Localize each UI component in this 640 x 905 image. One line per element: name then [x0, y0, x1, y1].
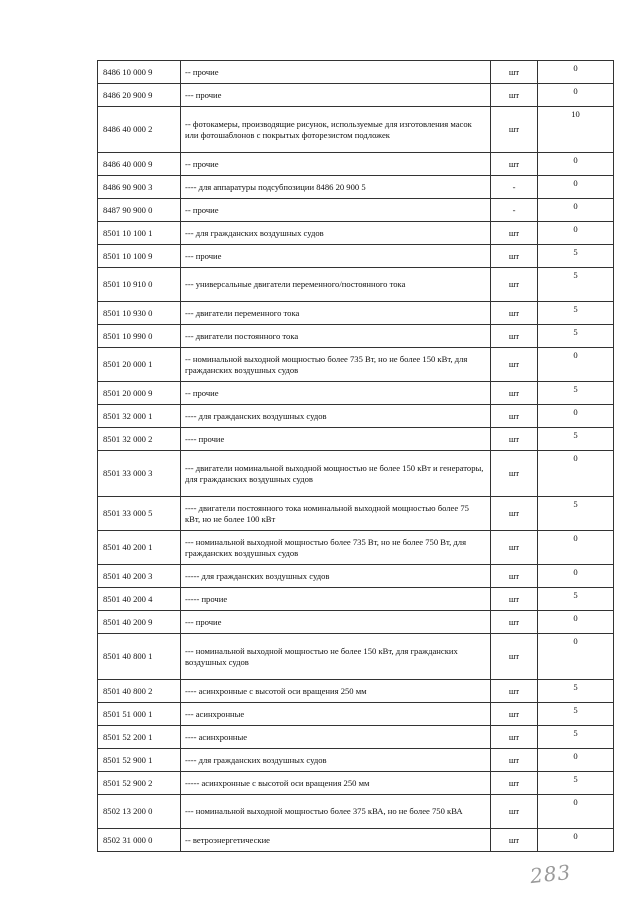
description-cell: ---- для аппаратуры подсубпозиции 8486 20 900 5 [181, 176, 491, 199]
duty-rate-cell: 0 [538, 199, 614, 222]
unit-cell: шт [491, 61, 538, 84]
tariff-code-cell: 8486 90 900 3 [98, 176, 181, 199]
description-cell: ---- прочие [181, 428, 491, 451]
table-row [98, 565, 614, 588]
tariff-table [97, 60, 614, 852]
unit-cell: шт [491, 302, 538, 325]
tariff-code-cell: 8486 20 900 9 [98, 84, 181, 107]
unit-cell: шт [491, 107, 538, 153]
unit-cell: шт [491, 451, 538, 497]
unit-cell: шт [491, 634, 538, 680]
table-row [98, 302, 614, 325]
unit-cell: шт [491, 428, 538, 451]
table-row [98, 829, 614, 852]
duty-rate-cell: 0 [538, 153, 614, 176]
description-cell: --- номинальной выходной мощностью более 735 Вт, но не более 750 Вт, для гражданских воздушных судов [181, 531, 491, 565]
tariff-code-cell: 8501 10 990 0 [98, 325, 181, 348]
table-row [98, 199, 614, 222]
table-row [98, 531, 614, 565]
table-row [98, 634, 614, 680]
tariff-code-cell: 8501 52 900 1 [98, 749, 181, 772]
tariff-code-cell: 8501 40 800 1 [98, 634, 181, 680]
duty-rate-cell: 0 [538, 84, 614, 107]
table-row [98, 795, 614, 829]
table-row [98, 497, 614, 531]
unit-cell: шт [491, 153, 538, 176]
duty-rate-cell: 0 [538, 405, 614, 428]
table-row [98, 451, 614, 497]
description-cell: -- прочие [181, 61, 491, 84]
tariff-code-cell: 8501 52 900 2 [98, 772, 181, 795]
duty-rate-cell: 5 [538, 772, 614, 795]
unit-cell: шт [491, 565, 538, 588]
duty-rate-cell: 0 [538, 829, 614, 852]
unit-cell: шт [491, 749, 538, 772]
unit-cell: - [491, 176, 538, 199]
tariff-code-cell: 8501 20 000 1 [98, 348, 181, 382]
unit-cell: шт [491, 726, 538, 749]
unit-cell: шт [491, 588, 538, 611]
table-row [98, 61, 614, 84]
unit-cell: шт [491, 405, 538, 428]
table-row [98, 405, 614, 428]
duty-rate-cell: 0 [538, 61, 614, 84]
table-row [98, 726, 614, 749]
tariff-code-cell: 8501 10 910 0 [98, 268, 181, 302]
unit-cell: шт [491, 531, 538, 565]
unit-cell: шт [491, 772, 538, 795]
table-row [98, 268, 614, 302]
description-cell: -- номинальной выходной мощностью более 735 Вт, но не более 150 кВт, для гражданских воздушных судов [181, 348, 491, 382]
description-cell: --- универсальные двигатели переменного/постоянного тока [181, 268, 491, 302]
description-cell: -- прочие [181, 199, 491, 222]
description-cell: --- асинхронные [181, 703, 491, 726]
duty-rate-cell: 5 [538, 680, 614, 703]
duty-rate-cell: 0 [538, 565, 614, 588]
description-cell: ----- прочие [181, 588, 491, 611]
tariff-code-cell: 8486 40 000 9 [98, 153, 181, 176]
description-cell: ---- асинхронные [181, 726, 491, 749]
description-cell: --- двигатели переменного тока [181, 302, 491, 325]
unit-cell: шт [491, 222, 538, 245]
unit-cell: шт [491, 348, 538, 382]
unit-cell: шт [491, 497, 538, 531]
duty-rate-cell: 5 [538, 302, 614, 325]
table-row [98, 428, 614, 451]
unit-cell: шт [491, 829, 538, 852]
duty-rate-cell: 5 [538, 382, 614, 405]
duty-rate-cell: 5 [538, 268, 614, 302]
description-cell: -- ветроэнергетические [181, 829, 491, 852]
tariff-code-cell: 8486 10 000 9 [98, 61, 181, 84]
tariff-code-cell: 8501 33 000 5 [98, 497, 181, 531]
description-cell: ---- для гражданских воздушных судов [181, 749, 491, 772]
duty-rate-cell: 0 [538, 749, 614, 772]
tariff-code-cell: 8501 32 000 1 [98, 405, 181, 428]
description-cell: ----- асинхронные с высотой оси вращения 250 мм [181, 772, 491, 795]
unit-cell: шт [491, 795, 538, 829]
duty-rate-cell: 0 [538, 531, 614, 565]
tariff-code-cell: 8501 40 200 1 [98, 531, 181, 565]
description-cell: ----- для гражданских воздушных судов [181, 565, 491, 588]
description-cell: ---- для гражданских воздушных судов [181, 405, 491, 428]
description-cell: ---- асинхронные с высотой оси вращения 250 мм [181, 680, 491, 703]
tariff-code-cell: 8501 40 200 3 [98, 565, 181, 588]
duty-rate-cell: 5 [538, 497, 614, 531]
description-cell: -- прочие [181, 382, 491, 405]
description-cell: --- двигатели постоянного тока [181, 325, 491, 348]
duty-rate-cell: 0 [538, 451, 614, 497]
tariff-code-cell: 8502 31 000 0 [98, 829, 181, 852]
table-row [98, 176, 614, 199]
tariff-code-cell: 8501 32 000 2 [98, 428, 181, 451]
table-row [98, 680, 614, 703]
table-row [98, 749, 614, 772]
tariff-code-cell: 8501 10 100 1 [98, 222, 181, 245]
unit-cell: шт [491, 245, 538, 268]
tariff-code-cell: 8486 40 000 2 [98, 107, 181, 153]
duty-rate-cell: 0 [538, 176, 614, 199]
description-cell: -- прочие [181, 153, 491, 176]
duty-rate-cell: 0 [538, 611, 614, 634]
tariff-code-cell: 8501 10 100 9 [98, 245, 181, 268]
description-cell: --- для гражданских воздушных судов [181, 222, 491, 245]
description-cell: --- двигатели номинальной выходной мощностью не более 150 кВт и генераторы, для гражданских воздушных судов [181, 451, 491, 497]
table-row [98, 382, 614, 405]
table-row [98, 588, 614, 611]
description-cell: ---- двигатели постоянного тока номинальной выходной мощностью более 75 кВт, но не более 100 кВт [181, 497, 491, 531]
table-row [98, 611, 614, 634]
description-cell: -- фотокамеры, производящие рисунок, используемые для изготовления масок или фотошаблонов с покрытых фоторезистом подложек [181, 107, 491, 153]
table-row [98, 325, 614, 348]
duty-rate-cell: 5 [538, 588, 614, 611]
tariff-code-cell: 8501 33 000 3 [98, 451, 181, 497]
tariff-code-cell: 8501 52 200 1 [98, 726, 181, 749]
table-row [98, 245, 614, 268]
table-row [98, 107, 614, 153]
unit-cell: шт [491, 382, 538, 405]
unit-cell: - [491, 199, 538, 222]
unit-cell: шт [491, 325, 538, 348]
tariff-code-cell: 8487 90 900 0 [98, 199, 181, 222]
handwritten-page-number: 283 [528, 859, 573, 889]
tariff-code-cell: 8501 10 930 0 [98, 302, 181, 325]
description-cell: --- прочие [181, 84, 491, 107]
unit-cell: шт [491, 611, 538, 634]
table-row [98, 153, 614, 176]
duty-rate-cell: 5 [538, 726, 614, 749]
duty-rate-cell: 10 [538, 107, 614, 153]
description-cell: --- прочие [181, 245, 491, 268]
tariff-code-cell: 8501 20 000 9 [98, 382, 181, 405]
description-cell: --- номинальной выходной мощностью более 375 кВА, но не более 750 кВА [181, 795, 491, 829]
tariff-code-cell: 8501 40 200 9 [98, 611, 181, 634]
duty-rate-cell: 5 [538, 245, 614, 268]
unit-cell: шт [491, 268, 538, 302]
tariff-code-cell: 8502 13 200 0 [98, 795, 181, 829]
description-cell: --- прочие [181, 611, 491, 634]
unit-cell: шт [491, 84, 538, 107]
unit-cell: шт [491, 680, 538, 703]
tariff-code-cell: 8501 51 000 1 [98, 703, 181, 726]
tariff-code-cell: 8501 40 800 2 [98, 680, 181, 703]
description-cell: --- номинальной выходной мощностью не более 150 кВт, для гражданских воздушных судов [181, 634, 491, 680]
duty-rate-cell: 0 [538, 795, 614, 829]
duty-rate-cell: 0 [538, 634, 614, 680]
duty-rate-cell: 5 [538, 325, 614, 348]
duty-rate-cell: 0 [538, 348, 614, 382]
unit-cell: шт [491, 703, 538, 726]
duty-rate-cell: 5 [538, 428, 614, 451]
tariff-table-body [98, 61, 614, 852]
tariff-code-cell: 8501 40 200 4 [98, 588, 181, 611]
table-row [98, 222, 614, 245]
duty-rate-cell: 5 [538, 703, 614, 726]
table-row [98, 703, 614, 726]
duty-rate-cell: 0 [538, 222, 614, 245]
table-row [98, 348, 614, 382]
table-row [98, 84, 614, 107]
table-row [98, 772, 614, 795]
